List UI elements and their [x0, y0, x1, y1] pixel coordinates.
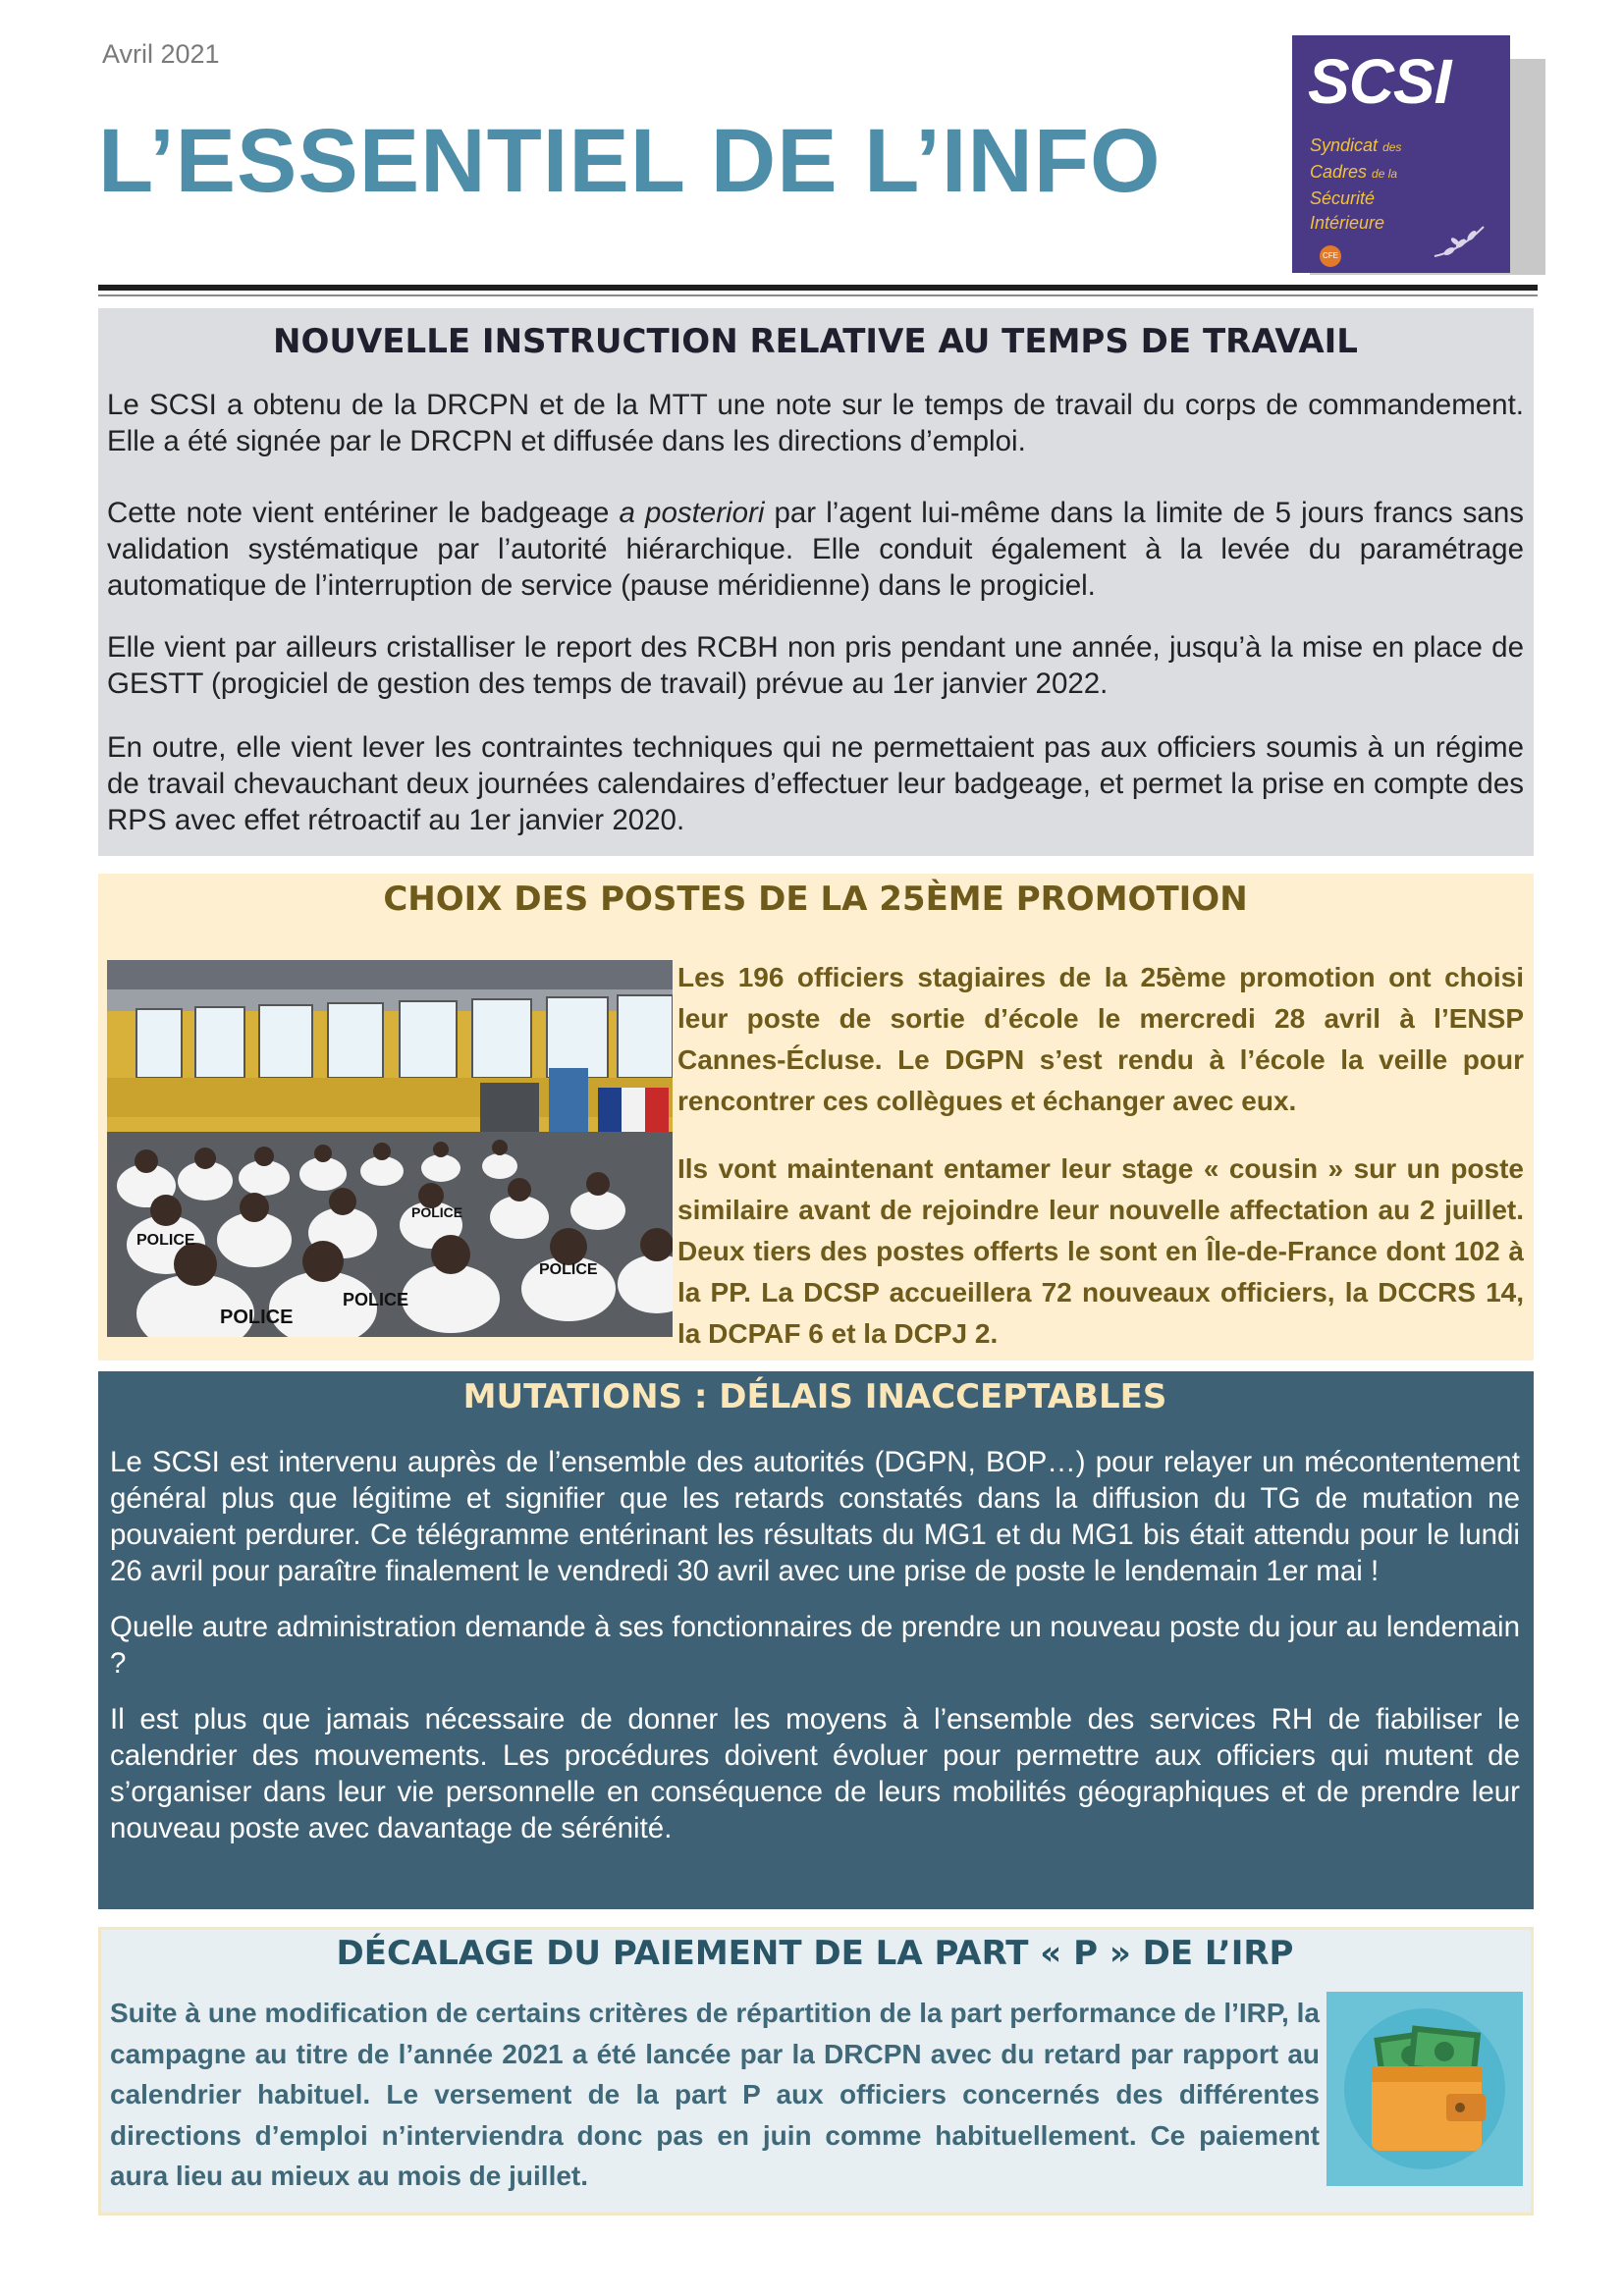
logo-line-4: Intérieure	[1310, 213, 1385, 233]
paragraph: Ils vont maintenant entamer leur stage « cousin » sur un poste similaire avant de rejoindre leur nouvelle affectation au 2 juillet. Deux tiers des postes offerts le sont en Île-de-France dont 102 à la PP. La DCSP accueillera 72 nouveaux officiers, la DCCRS 14, la DCPAF 6 et la DCPJ 2.	[677, 1153, 1524, 1349]
scsi-logo	[1292, 35, 1510, 273]
laurel-icon	[1430, 222, 1489, 261]
promotion-text	[677, 957, 1524, 1355]
logo-line-2-small: de la	[1372, 167, 1398, 181]
police-label: POLICE	[220, 1307, 294, 1328]
wallet-money-icon	[1326, 1992, 1523, 2186]
logo-line-1-small: des	[1382, 140, 1402, 154]
police-label: POLICE	[411, 1204, 463, 1220]
logo-subtitle	[1310, 133, 1401, 236]
logo-acronym: SCSI	[1308, 46, 1451, 117]
logo-line-1: Syndicat	[1310, 135, 1379, 155]
paragraph: En outre, elle vient lever les contraintes techniques qui ne permettaient pas aux officiers soumis à un régime de travail chevauchant deux journées calendaires d’effectuer leur badgeage, et permet la prise en compte des RPS avec effet rétroactif au 1er janvier 2020.	[107, 731, 1524, 836]
police-label: POLICE	[343, 1290, 409, 1309]
section-temps-de-travail	[98, 308, 1534, 856]
paragraph: Il est plus que jamais nécessaire de donner les moyens à l’ensemble des services RH de fiabiliser le calendrier des mouvements. Les procédures doivent évoluer pour permettre aux officiers qui mutent de s’organiser dans leur vie personnelle en conséquence de leurs mobilités géographiques et de prendre leur nouveau poste avec davantage de sérénité.	[110, 1703, 1520, 1844]
section-part-p-irp	[98, 1927, 1534, 2216]
header-divider-thin	[98, 294, 1538, 296]
paragraph: Suite à une modification de certains critères de répartition de la part performance de l’IRP, la campagne au titre de l’année 2021 a été lancée par la DRCPN avec du retard par rapport au calendrier habituel. Le versement de la part P aux officiers concernés des différentes directions d’emploi n’interviendra donc pas en juin comme habituellement. Ce paiement aura lieu au mieux au mois de juillet.	[110, 1998, 1320, 2191]
logo-badge: CFE	[1320, 245, 1341, 267]
police-label: POLICE	[539, 1261, 598, 1278]
paragraph: Le SCSI est intervenu auprès de l’ensemble des autorités (DGPN, BOP…) pour relayer un mécontentement général plus que légitime et signifier que les retards constatés dans la diffusion du TG de mutation ne pouvaient perdurer. Ce télégramme entérinant les résultats du MG1 et du MG1 bis était attendu pour le lundi 26 avril pour paraître finalement le vendredi 30 avril avec une prise de poste le lendemain 1er mai !	[110, 1446, 1520, 1587]
section-mutations	[98, 1371, 1534, 1909]
logo-line-2: Cadres	[1310, 162, 1368, 182]
section-choix-des-postes	[98, 874, 1534, 1361]
paragraph: Les 196 officiers stagiaires de la 25ème promotion ont choisi leur poste de sortie d’école le mercredi 28 avril à l’ENSP Cannes-Écluse. Le DGPN s’est rendu à l’école la veille pour rencontrer ces collègues et échanger avec eux.	[677, 962, 1524, 1116]
paragraph: Cette note vient entériner le badgeage a posteriori par l’agent lui-même dans la limite de 5 jours francs sans validation systématique par l’autorité hiérarchique. Elle conduit également à la levée du paramétrage automatique de l’interruption de service (pause méridienne) dans le progiciel.	[107, 497, 1524, 602]
police-label: POLICE	[136, 1232, 195, 1249]
paragraph: Quelle autre administration demande à ses fonctionnaires de prendre un nouveau poste du jour au lendemain ?	[110, 1611, 1520, 1680]
issue-date: Avril 2021	[102, 39, 220, 69]
logo-line-3: Sécurité	[1310, 188, 1376, 208]
section-title: NOUVELLE INSTRUCTION RELATIVE AU TEMPS DE TRAVAIL	[273, 322, 1358, 361]
section-title: MUTATIONS : DÉLAIS INACCEPTABLES	[462, 1377, 1167, 1416]
header-divider	[98, 285, 1538, 291]
section-title: CHOIX DES POSTES DE LA 25ÈME PROMOTION	[383, 880, 1248, 919]
irp-text	[110, 1993, 1320, 2197]
section-title: DÉCALAGE DU PAIEMENT DE LA PART « P » DE L’IRP	[336, 1934, 1294, 1973]
promotion-photo	[107, 960, 673, 1337]
paragraph: Le SCSI a obtenu de la DRCPN et de la MTT une note sur le temps de travail du corps de commandement. Elle a été signée par le DRCPN et diffusée dans les directions d’emploi.	[107, 389, 1524, 457]
paragraph: Elle vient par ailleurs cristalliser le report des RCBH non pris pendant une année, jusqu’à la mise en place de GESTT (progiciel de gestion des temps de travail) prévue au 1er janvier 2022.	[107, 631, 1524, 700]
newsletter-title: L’ESSENTIEL DE L’INFO	[98, 111, 1162, 211]
